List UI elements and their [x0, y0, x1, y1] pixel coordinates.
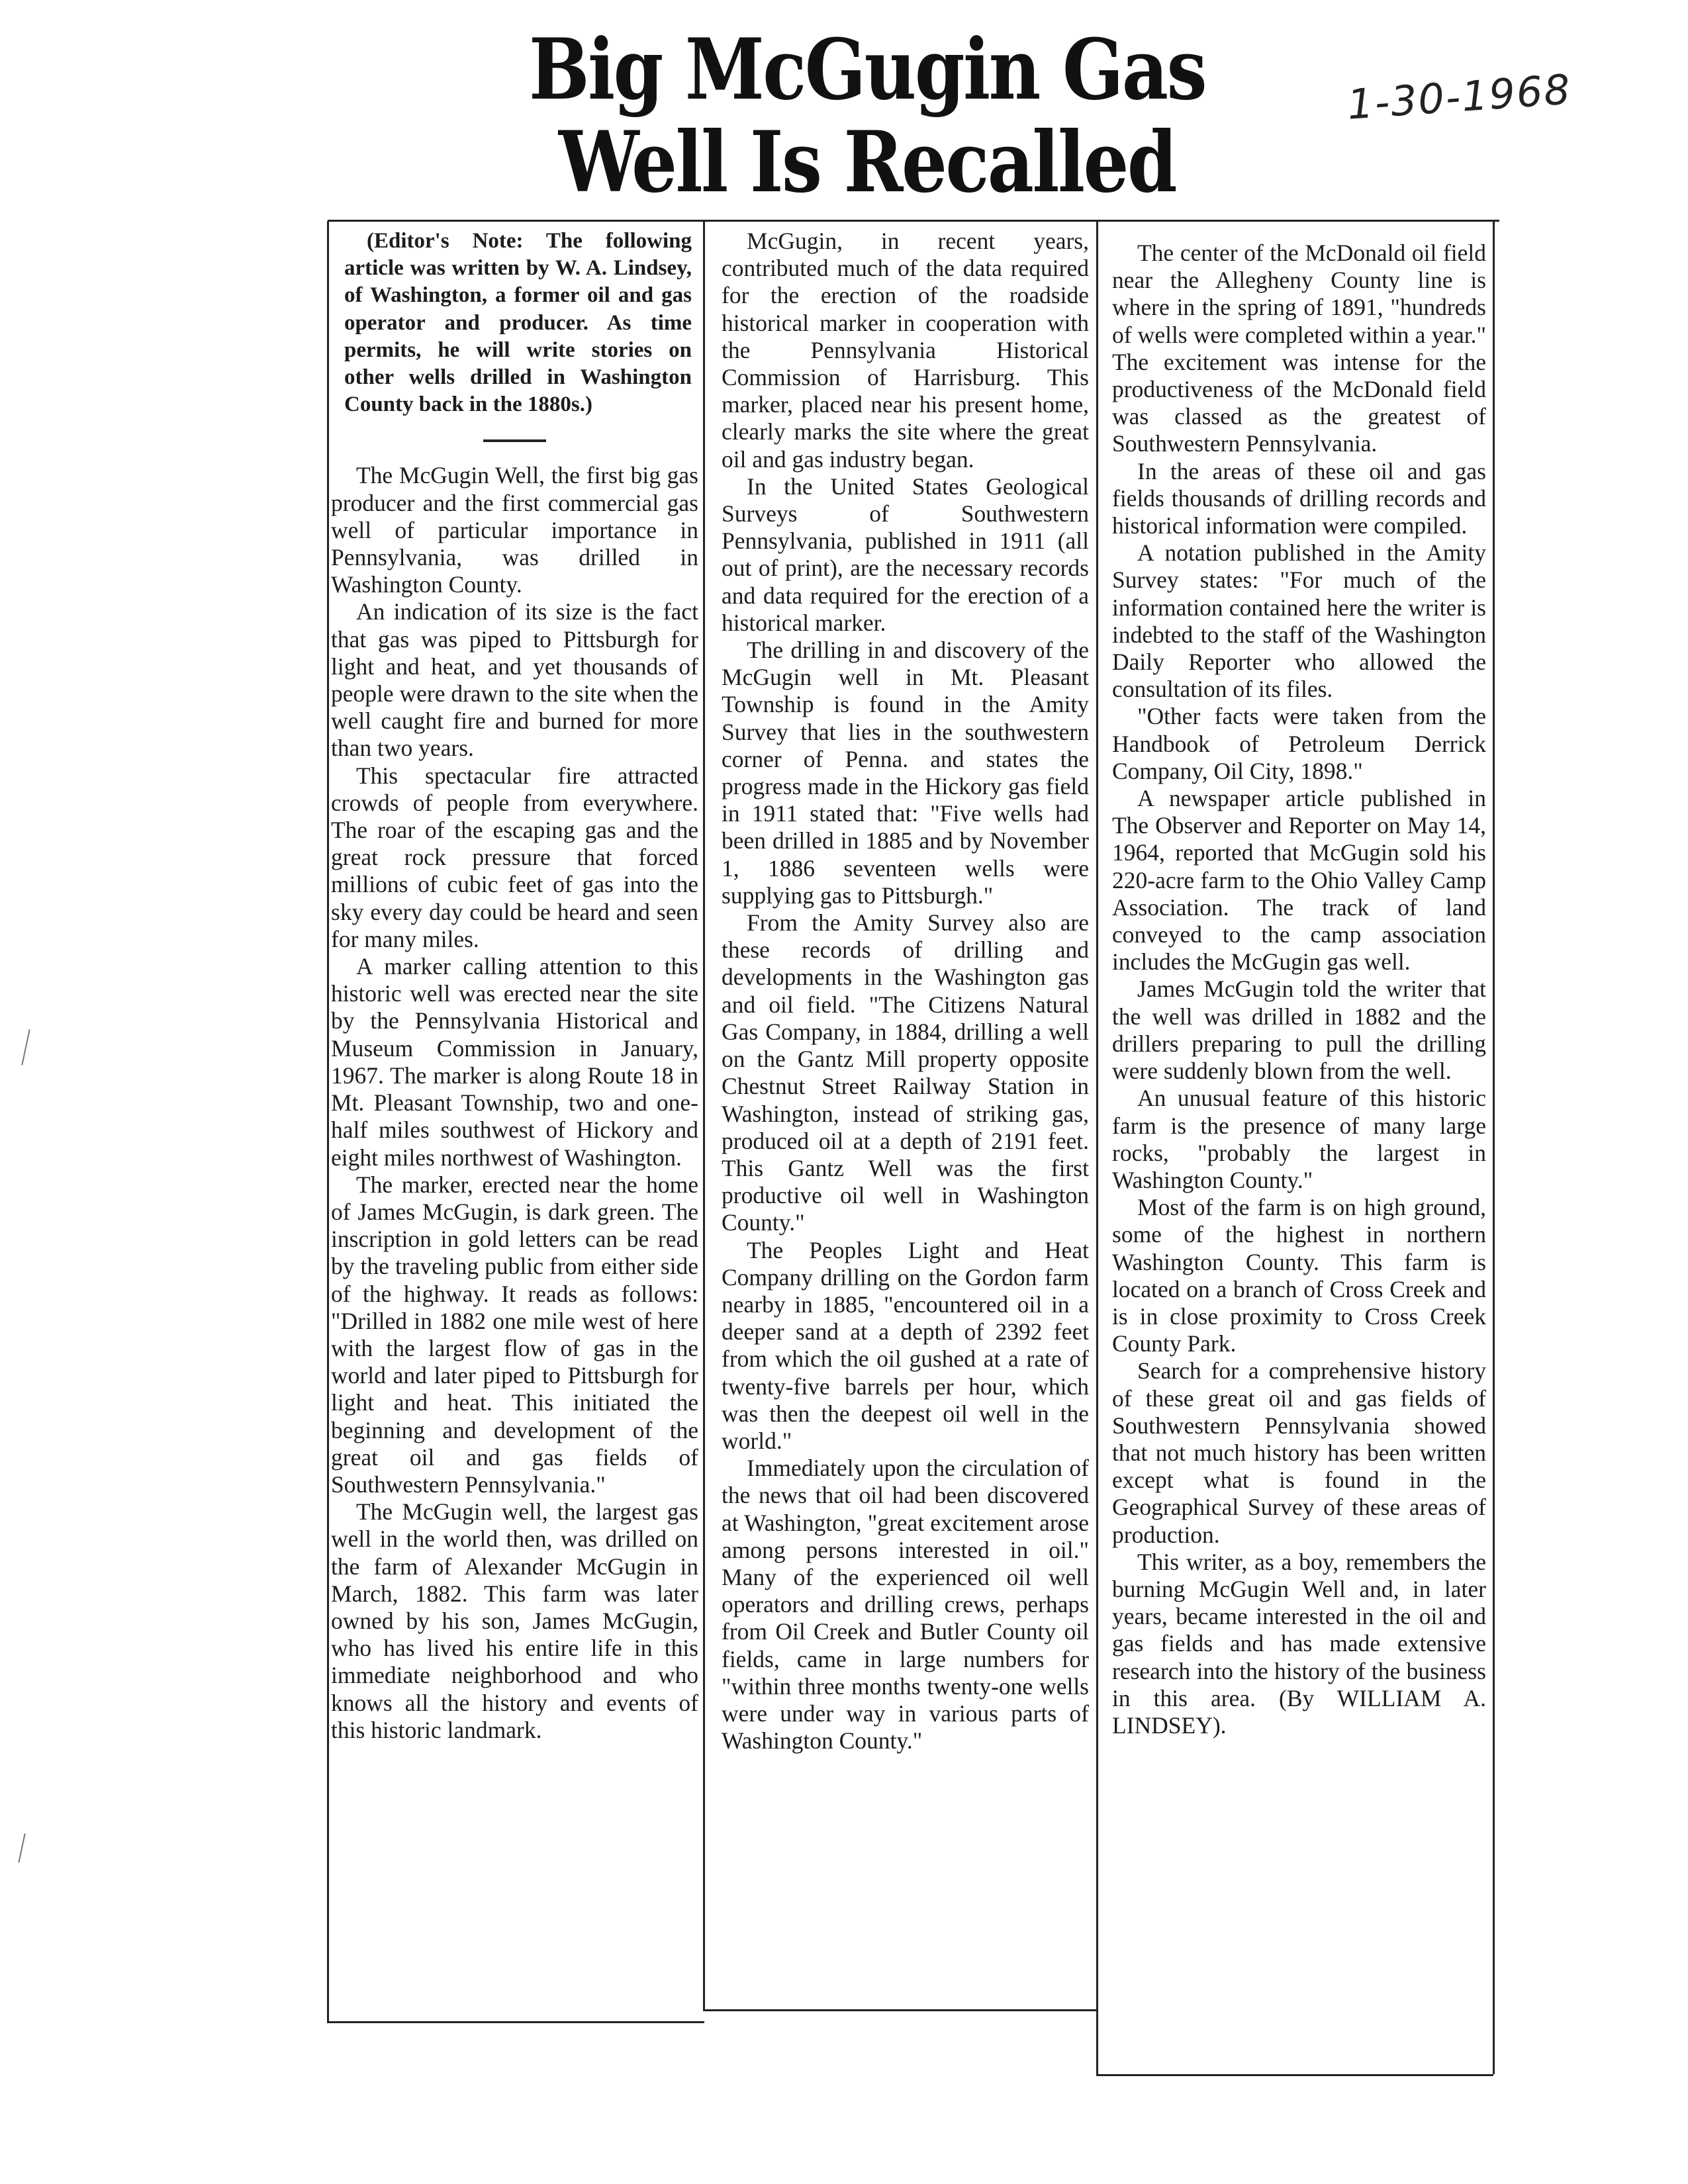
scan-mark	[21, 1029, 30, 1065]
column-rule-right	[1493, 221, 1495, 2074]
paragraph: This spectacular fire attracted crowds of people from everywhere. The roar of the escaping gas and the great rock pressure that forced millions of cubic feet of gas into the sky every day could be heard and seen for many miles.	[331, 762, 698, 952]
bottom-rule-col1	[327, 2021, 704, 2023]
article-column-3	[1112, 240, 1486, 1739]
bottom-rule-col3	[1096, 2074, 1493, 2076]
editors-note	[344, 228, 692, 418]
column-rule-2-3	[1096, 221, 1098, 2074]
column-rule-left	[327, 221, 329, 2021]
article-column-1	[331, 228, 698, 1744]
paragraph: An unusual feature of this historic farm is the presence of many large rocks, "probably the largest in Washington County."	[1112, 1085, 1486, 1193]
paragraph: The center of the McDonald oil field near the Allegheny County line is where in the spring of 1891, "hundreds of wells were completed within a year." The excitement was intense for the productiveness of the McDonald field was classed as the greatest of Southwestern Pennsylvania.	[1112, 240, 1486, 457]
paragraph: A marker calling attention to this historic well was erected near the site by the Pennsylvania Historical and Museum Commission in January, 1967. The marker is along Route 18 in Mt. Pleasant Township, two and one-half miles southwest of Hickory and eight miles northwest of Washington.	[331, 953, 698, 1171]
column-rule-1-2	[703, 221, 705, 2009]
paragraph: The Peoples Light and Heat Company drilling on the Gordon farm nearby in 1885, "encountered oil in a deeper sand at a depth of 2392 feet from which the oil gushed at a rate of twenty-five barrels per hour, which was then the deepest oil well in the world."	[722, 1236, 1089, 1454]
handwritten-date: 1-30-1968	[1345, 65, 1573, 129]
paragraph: A newspaper article published in The Observer and Reporter on May 14, 1964, reported that McGugin sold his 220-acre farm to the Ohio Valley Camp Association. The track of land conveyed to the camp association includes the McGugin gas well.	[1112, 785, 1486, 976]
paragraph: The drilling in and discovery of the McGugin well in Mt. Pleasant Township is found in the Amity Survey that lies in the southwestern corner of Penna. and states the progress made in the Hickory gas field in 1911 stated that: "Five wells had been drilled in 1885 and by November 1, 1886 seventeen wells were supplying gas to Pittsburgh."	[722, 637, 1089, 909]
paragraph: The McGugin well, the largest gas well in the world then, was drilled on the farm of Alexander McGugin in March, 1882. This farm was later owned by his son, James McGugin, who has lived his entire life in this immediate neighborhood and who knows all the history and events of this historic landmark.	[331, 1498, 698, 1743]
paragraph: Most of the farm is on high ground, some of the highest in northern Washington County. This farm is located on a branch of Cross Creek and is in close proximity to Cross Creek County Park.	[1112, 1194, 1486, 1357]
paragraph: An indication of its size is the fact that gas was piped to Pittsburgh for light and heat, and yet thousands of people were drawn to the site when the well caught fire and burned for more than two years.	[331, 598, 698, 762]
paragraph: Immediately upon the circulation of the news that oil had been discovered at Washington, "great excitement arose among persons interested in oil." Many of the experienced oil well operators and drilling crews, perhaps from Oil Creek and Butler County oil fields, came in large numbers for "within three months twenty-one wells were under way in various parts of Washington County."	[722, 1455, 1089, 1754]
editors-note-text: (Editor's Note: The following article was written by W. A. Lindsey, of Washington, a former oil and gas operator and producer. As time permits, he will write stories on other wells drilled in Washington County back in the 1880s.)	[344, 229, 692, 417]
scan-mark	[18, 1833, 25, 1862]
article-column-2	[722, 228, 1089, 1754]
paragraph: This writer, as a boy, remembers the burning McGugin Well and, in later years, became interested in the oil and gas fields and has made extensive research into the history of the business in this area. (By WILLIAM A. LINDSEY).	[1112, 1548, 1486, 1739]
section-divider	[483, 439, 546, 442]
paragraph: McGugin, in recent years, contributed much of the data required for the erection of the roadside historical marker in cooperation with the Pennsylvania Historical Commission of Harrisburg. This marker, placed near his present home, clearly marks the site where the great oil and gas industry began.	[722, 228, 1089, 473]
headline-line-2: Well Is Recalled	[558, 113, 1176, 211]
paragraph: James McGugin told the writer that the well was drilled in 1882 and the drillers preparing to pull the drilling were suddenly blown from the well.	[1112, 976, 1486, 1085]
paragraph: From the Amity Survey also are these records of drilling and developments in the Washington gas and oil field. "The Citizens Natural Gas Company, in 1884, drilling a well on the Gantz Mill property opposite Chestnut Street Railway Station in Washington, instead of striking gas, produced oil at a depth of 2191 feet. This Gantz Well was the first productive oil well in Washington County."	[722, 909, 1089, 1236]
headline	[440, 21, 1294, 211]
paragraph: Search for a comprehensive history of these great oil and gas fields of Southwestern Pennsylvania showed that not much history has been written except what is found in the Geographical Survey of these areas of production.	[1112, 1357, 1486, 1548]
headline-line-1: Big McGugin Gas	[528, 21, 1206, 118]
paragraph: A notation published in the Amity Survey states: "For much of the information contained here the writer is indebted to the staff of the Washington Daily Reporter who allowed the consultation of its files.	[1112, 539, 1486, 703]
paragraph: The McGugin Well, the first big gas producer and the first commercial gas well of particular importance in Pennsylvania, was drilled in Washington County.	[331, 462, 698, 598]
bottom-rule-col2	[703, 2009, 1098, 2011]
paragraph: "Other facts were taken from the Handbook of Petroleum Derrick Company, Oil City, 1898."	[1112, 703, 1486, 784]
paragraph: In the United States Geological Surveys of Southwestern Pennsylvania, published in 1911 (all out of print), are the necessary records and data required for the erection of a historical marker.	[722, 473, 1089, 636]
top-rule	[328, 220, 1499, 222]
paragraph: In the areas of these oil and gas fields thousands of drilling records and historical information were compiled.	[1112, 457, 1486, 539]
paragraph: The marker, erected near the home of James McGugin, is dark green. The inscription in gold letters can be read by the traveling public from either side of the highway. It reads as follows: "Drilled in 1882 one mile west of here with the largest flow of gas in the world and later piped to Pittsburgh for light and heat. This initiated the beginning and development of the great oil and gas fields of Southwestern Pennsylvania."	[331, 1171, 698, 1498]
